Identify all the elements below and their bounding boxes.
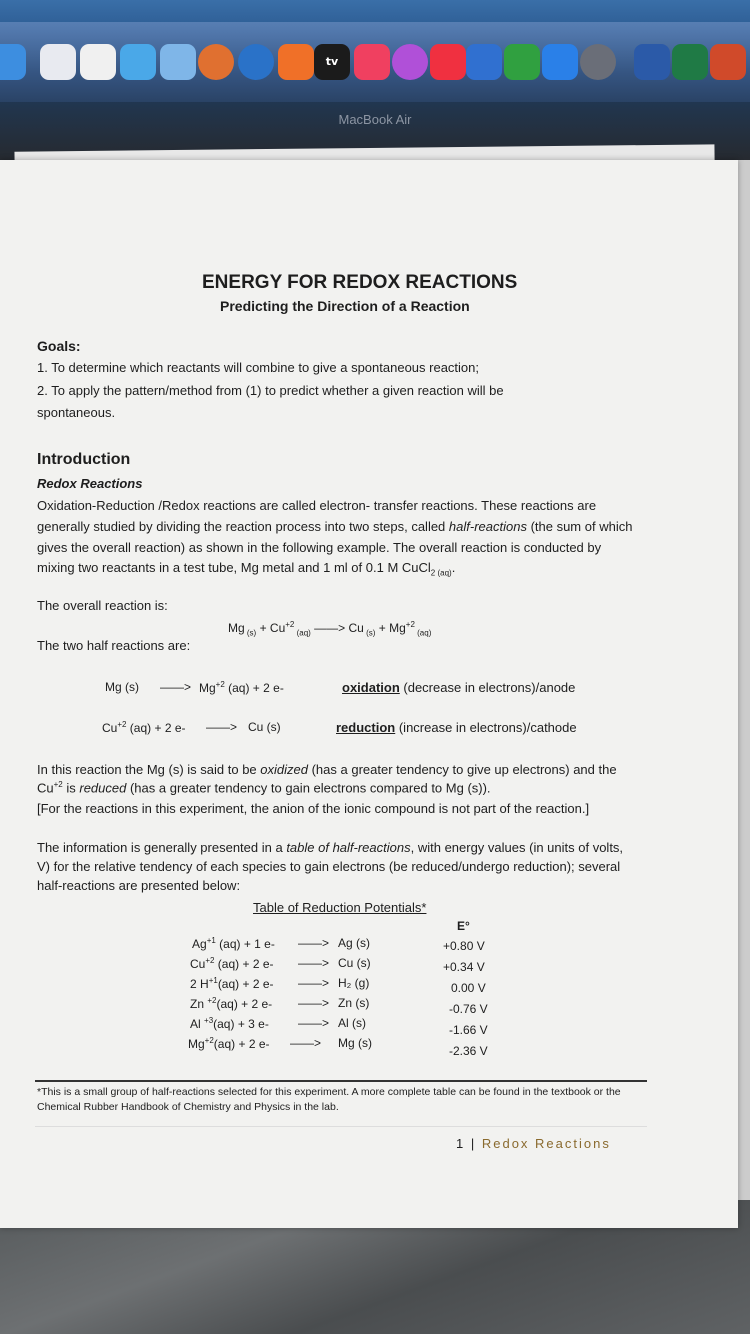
row-product: Ag (s) bbox=[338, 936, 371, 950]
document-page bbox=[0, 160, 738, 1228]
p2-l1a: In this reaction the Mg (s) is said to be bbox=[37, 762, 261, 777]
reduction-desc: (increase in electrons)/cathode bbox=[395, 720, 577, 735]
intro-line-2-italic: half-reactions bbox=[448, 519, 527, 534]
row-reactant bbox=[192, 936, 275, 951]
eq-arrow: ——> bbox=[310, 621, 349, 635]
intro-line-4 bbox=[37, 560, 455, 578]
reduction-half-arrow: ——> bbox=[206, 720, 238, 734]
table-title: Table of Reduction Potentials* bbox=[253, 900, 427, 915]
row-reactant bbox=[190, 1016, 269, 1031]
p2-oxidized: oxidized bbox=[260, 762, 308, 777]
row-reactant bbox=[190, 956, 274, 971]
eq-cu-s: (s) bbox=[363, 628, 376, 638]
reminders-icon[interactable] bbox=[278, 44, 314, 80]
red-left-charge: +2 bbox=[117, 720, 127, 729]
word-icon[interactable] bbox=[634, 44, 670, 80]
goals-heading: Goals: bbox=[37, 338, 81, 354]
row-potential: -2.36 V bbox=[449, 1044, 488, 1058]
p2-l2b: is bbox=[62, 780, 80, 796]
row-product: Mg (s) bbox=[338, 1036, 372, 1050]
row-arrow: ——> bbox=[298, 996, 330, 1010]
goal-2: 2. To apply the pattern/method from (1) to predict whether a given reaction will be bbox=[37, 383, 504, 398]
row-product: Al (s) bbox=[338, 1016, 366, 1030]
row-charge: +1 bbox=[206, 936, 216, 945]
document-title: ENERGY FOR REDOX REACTIONS bbox=[202, 272, 518, 293]
row-potential: -0.76 V bbox=[449, 1002, 488, 1016]
red-left-a: Cu bbox=[102, 721, 118, 735]
laptop-brand-label: MacBook Air bbox=[338, 112, 412, 127]
p2-cu-charge: +2 bbox=[53, 780, 63, 789]
footnote-line-2: Chemical Rubber Handbook of Chemistry and Physics in the lab. bbox=[37, 1101, 339, 1113]
oxidation-label bbox=[342, 680, 575, 695]
p2-l2a: Cu bbox=[37, 780, 54, 796]
facetime-icon[interactable] bbox=[198, 44, 234, 80]
intro-line-1: Oxidation-Reduction /Redox reactions are called electron- transfer reactions. These reactions are bbox=[37, 498, 597, 513]
eq-plus2: + Mg bbox=[375, 621, 406, 635]
ox-right-b: (aq) + 2 e- bbox=[224, 681, 284, 695]
eq-plus1: + Cu bbox=[256, 621, 286, 635]
row-rest: (aq) + 3 e- bbox=[213, 1017, 269, 1031]
oxidation-desc: (decrease in electrons)/anode bbox=[399, 680, 576, 695]
intro-line-4a: mixing two reactants in a test tube, Mg metal and 1 ml of 0.1 M CuCl bbox=[37, 560, 431, 575]
dock-icons bbox=[0, 40, 750, 84]
intro-line-4-end: . bbox=[451, 560, 456, 575]
numbers-icon[interactable] bbox=[504, 44, 540, 80]
eq-cu-charge: +2 bbox=[285, 620, 295, 629]
row-charge: +3 bbox=[204, 1016, 214, 1025]
row-potential: +0.34 V bbox=[443, 960, 485, 974]
footnote-line-1: *This is a small group of half-reactions selected for this experiment. A more complete table can be found in the textbook or the bbox=[37, 1086, 621, 1098]
p2-l2d: (has a greater tendency to gain electrons compared to Mg (s)). bbox=[126, 780, 491, 796]
mail-icon[interactable] bbox=[120, 44, 156, 80]
e-naught-header: E° bbox=[457, 919, 470, 933]
eq-mg-state2: (aq) bbox=[414, 628, 432, 638]
page-footer bbox=[456, 1136, 611, 1151]
document-subtitle: Predicting the Direction of a Reaction bbox=[220, 298, 470, 314]
eq-mg-state: (s) bbox=[244, 628, 257, 638]
para2-line-1 bbox=[37, 762, 617, 777]
tv-label: tv bbox=[325, 55, 339, 68]
oxidation-half-right bbox=[199, 680, 284, 695]
podcasts-icon[interactable] bbox=[392, 44, 428, 80]
row-product: H₂ (g) bbox=[338, 976, 370, 990]
row-species: Zn bbox=[190, 997, 208, 1011]
goal-1: 1. To determine which reactants will combine to give a spontaneous reaction; bbox=[37, 360, 480, 375]
row-species: Mg bbox=[188, 1037, 205, 1051]
row-potential: +0.80 V bbox=[443, 939, 485, 953]
para3-line-2: V) for the relative tendency of each species to gain electrons (be reduced/undergo reduction); several bbox=[37, 859, 621, 874]
para2-line-2 bbox=[37, 780, 491, 795]
para2-line-3: [For the reactions in this experiment, the anion of the ionic compound is not part of the reaction.] bbox=[37, 801, 590, 816]
row-rest: (aq) + 2 e- bbox=[214, 957, 274, 971]
row-product: Cu (s) bbox=[338, 956, 371, 970]
music-icon[interactable] bbox=[354, 44, 390, 80]
oxidation-half-arrow: ——> bbox=[160, 680, 192, 694]
row-charge: +2 bbox=[204, 1036, 214, 1045]
finder-icon[interactable] bbox=[0, 44, 26, 80]
intro-line-2 bbox=[37, 519, 632, 534]
eq-cu-state: (aq) bbox=[294, 628, 311, 638]
row-rest: (aq) + 2 e- bbox=[216, 997, 273, 1011]
para3-line-1 bbox=[37, 840, 623, 855]
p2-l1c: (has a greater tendency to give up electrons) and the bbox=[307, 762, 617, 777]
news-icon[interactable] bbox=[430, 44, 466, 80]
intro-line-3: gives the overall reaction) as shown in the following example. The overall reaction is conducted by bbox=[37, 540, 602, 555]
row-reactant bbox=[190, 996, 272, 1011]
row-species: Cu bbox=[190, 957, 206, 971]
footnote-divider bbox=[35, 1080, 647, 1082]
tv-icon[interactable] bbox=[314, 44, 350, 80]
notes-icon[interactable] bbox=[160, 44, 196, 80]
system-preferences-icon[interactable] bbox=[580, 44, 616, 80]
intro-line-2c: (the sum of which bbox=[526, 519, 633, 534]
row-rest: (aq) + 2 e- bbox=[217, 977, 274, 991]
reduction-half-left bbox=[102, 720, 186, 735]
powerpoint-icon[interactable] bbox=[710, 44, 746, 80]
reduction-half-right: Cu (s) bbox=[248, 720, 281, 734]
oxidation-term: oxidation bbox=[342, 680, 400, 695]
row-arrow: ——> bbox=[298, 1016, 330, 1030]
eq-cu: Cu bbox=[348, 621, 364, 635]
redox-subheading: Redox Reactions bbox=[37, 476, 143, 491]
row-charge: +1 bbox=[208, 976, 218, 985]
safari-icon[interactable] bbox=[80, 44, 116, 80]
p3-l1a: The information is generally presented in a bbox=[37, 840, 287, 855]
row-product: Zn (s) bbox=[338, 996, 370, 1010]
goal-2-cont: spontaneous. bbox=[37, 405, 116, 420]
row-species: 2 H bbox=[190, 977, 209, 991]
ox-right-a: Mg bbox=[199, 681, 216, 695]
row-species: Al bbox=[190, 1017, 205, 1031]
eq-mg: Mg bbox=[228, 621, 245, 635]
row-potential: -1.66 V bbox=[449, 1023, 488, 1037]
reduction-term: reduction bbox=[336, 720, 396, 735]
intro-line-2a: generally studied by dividing the reaction process into two steps, called bbox=[37, 519, 449, 534]
stocks-icon[interactable] bbox=[466, 44, 502, 80]
p2-reduced: reduced bbox=[79, 780, 127, 796]
row-charge: +2 bbox=[207, 996, 217, 1005]
overall-reaction-label: The overall reaction is: bbox=[37, 598, 168, 613]
row-arrow: ——> bbox=[298, 936, 330, 950]
row-species: Ag bbox=[192, 937, 207, 951]
page-number: 1 | bbox=[456, 1136, 482, 1151]
p3-l1c: , with energy values (in units of volts, bbox=[410, 840, 624, 855]
page-footer-title: Redox Reactions bbox=[481, 1136, 611, 1151]
row-reactant bbox=[190, 976, 274, 991]
row-arrow: ——> bbox=[290, 1036, 322, 1050]
excel-icon[interactable] bbox=[672, 44, 708, 80]
reduction-label bbox=[336, 720, 577, 735]
app-store-icon[interactable] bbox=[542, 44, 578, 80]
row-reactant bbox=[188, 1036, 270, 1051]
launchpad-icon[interactable] bbox=[40, 44, 76, 80]
para3-line-3: half-reactions are presented below: bbox=[37, 878, 241, 893]
oxidation-half-left: Mg (s) bbox=[105, 680, 139, 694]
row-arrow: ——> bbox=[298, 956, 330, 970]
photos-icon[interactable] bbox=[238, 44, 274, 80]
p3-table-term: table of half-reactions bbox=[286, 840, 411, 855]
row-arrow: ——> bbox=[298, 976, 330, 990]
row-rest: (aq) + 2 e- bbox=[213, 1037, 270, 1051]
ox-right-charge: +2 bbox=[215, 680, 225, 689]
eq-mg-charge: +2 bbox=[405, 620, 415, 629]
half-reactions-label: The two half reactions are: bbox=[37, 638, 191, 653]
dock bbox=[0, 22, 750, 102]
footer-divider bbox=[35, 1126, 647, 1127]
row-rest: (aq) + 1 e- bbox=[215, 937, 275, 951]
row-potential: 0.00 V bbox=[451, 981, 486, 995]
red-left-b: (aq) + 2 e- bbox=[126, 721, 186, 735]
row-charge: +2 bbox=[205, 956, 215, 965]
overall-reaction-equation bbox=[228, 620, 431, 637]
aq-subscript: (aq) bbox=[435, 568, 452, 578]
cucl2-subscript: 2 bbox=[430, 568, 436, 578]
introduction-heading: Introduction bbox=[37, 451, 131, 468]
